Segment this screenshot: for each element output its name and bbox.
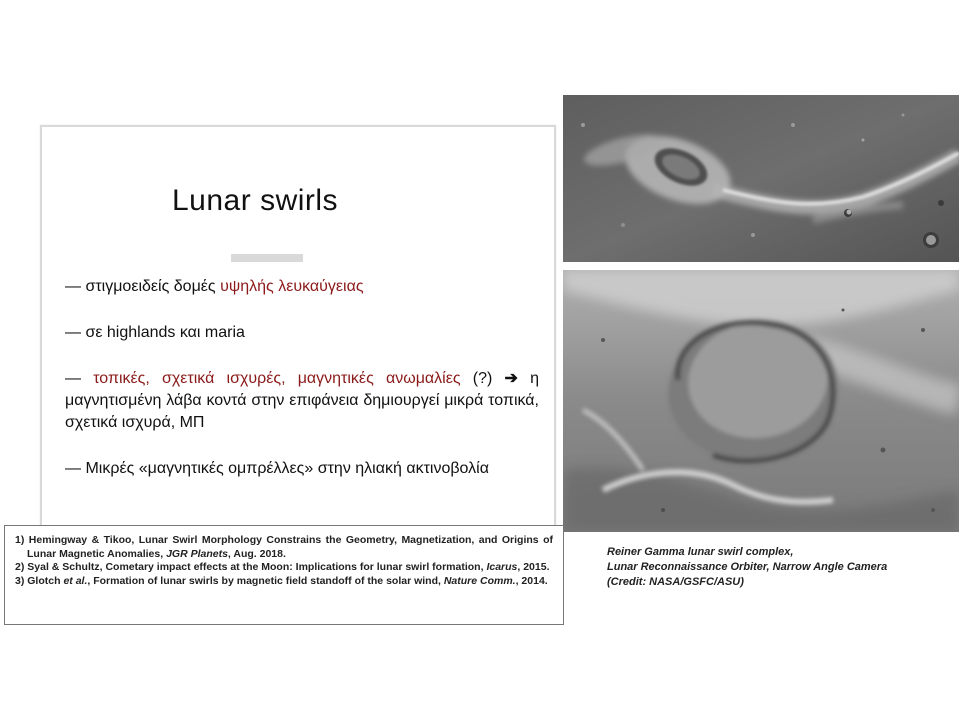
bullet-list — [65, 276, 539, 504]
caption-credit: (Credit: NASA/GSFC/ASU) — [607, 576, 744, 588]
bullet-text: στιγμοειδείς δομές — [85, 278, 221, 295]
references-box — [4, 525, 564, 625]
bullet-item — [65, 322, 539, 344]
reference-item: 1) Hemingway & Tikoo, Lunar Swirl Morphology Constrains the Geometry, Magnetization, and Origins of Lunar Magnetic Anomalies, JGR Planets, Aug. 2018. — [15, 534, 553, 560]
bullet-text: σε highlands και maria — [85, 324, 245, 341]
title-underline — [231, 254, 303, 262]
bullet-text: Μικρές «μαγνητικές ομπρέλλες» στην ηλιακή ακτινοβολία — [85, 460, 489, 477]
reference-item: 2) Syal & Schultz, Cometary impact effects at the Moon: Implications for lunar swirl formation, Icarus, 2015. — [15, 561, 550, 573]
bullet-highlight: υψηλής λευκαύγειας — [220, 278, 364, 295]
bullet-dash: — — [65, 324, 86, 341]
reference-item: 3) Glotch et al., Formation of lunar swirls by magnetic field standoff of the solar wind, Nature Comm., 2014. — [15, 574, 548, 587]
caption-line: Reiner Gamma lunar swirl complex, — [607, 546, 794, 558]
bullet-text: (?) — [460, 370, 505, 387]
bullet-item — [65, 276, 539, 298]
slide-title: Lunar swirls — [172, 184, 339, 217]
lunar-swirl-overview-image — [563, 95, 959, 262]
image-caption — [607, 545, 947, 590]
bullet-item — [65, 368, 539, 434]
bullet-text: η μαγνητισμένη λάβα κοντά στην επιφάνεια δημιουργεί μικρά τοπικά, σχετικά ισχυρά, ΜΠ — [65, 370, 539, 431]
caption-line: Lunar Reconnaissance Orbiter, Narrow Angle Camera — [607, 561, 888, 573]
bullet-dash: — — [65, 370, 94, 387]
bullet-dash: — — [65, 460, 86, 477]
bullet-item — [65, 458, 539, 480]
lunar-swirl-closeup-image — [563, 270, 959, 532]
bullet-highlight: τοπικές, σχετικά ισχυρές, μαγνητικές ανωμαλίες — [93, 370, 461, 387]
right-arrow-icon: ➔ — [504, 370, 518, 387]
bullet-dash: — — [65, 278, 86, 295]
